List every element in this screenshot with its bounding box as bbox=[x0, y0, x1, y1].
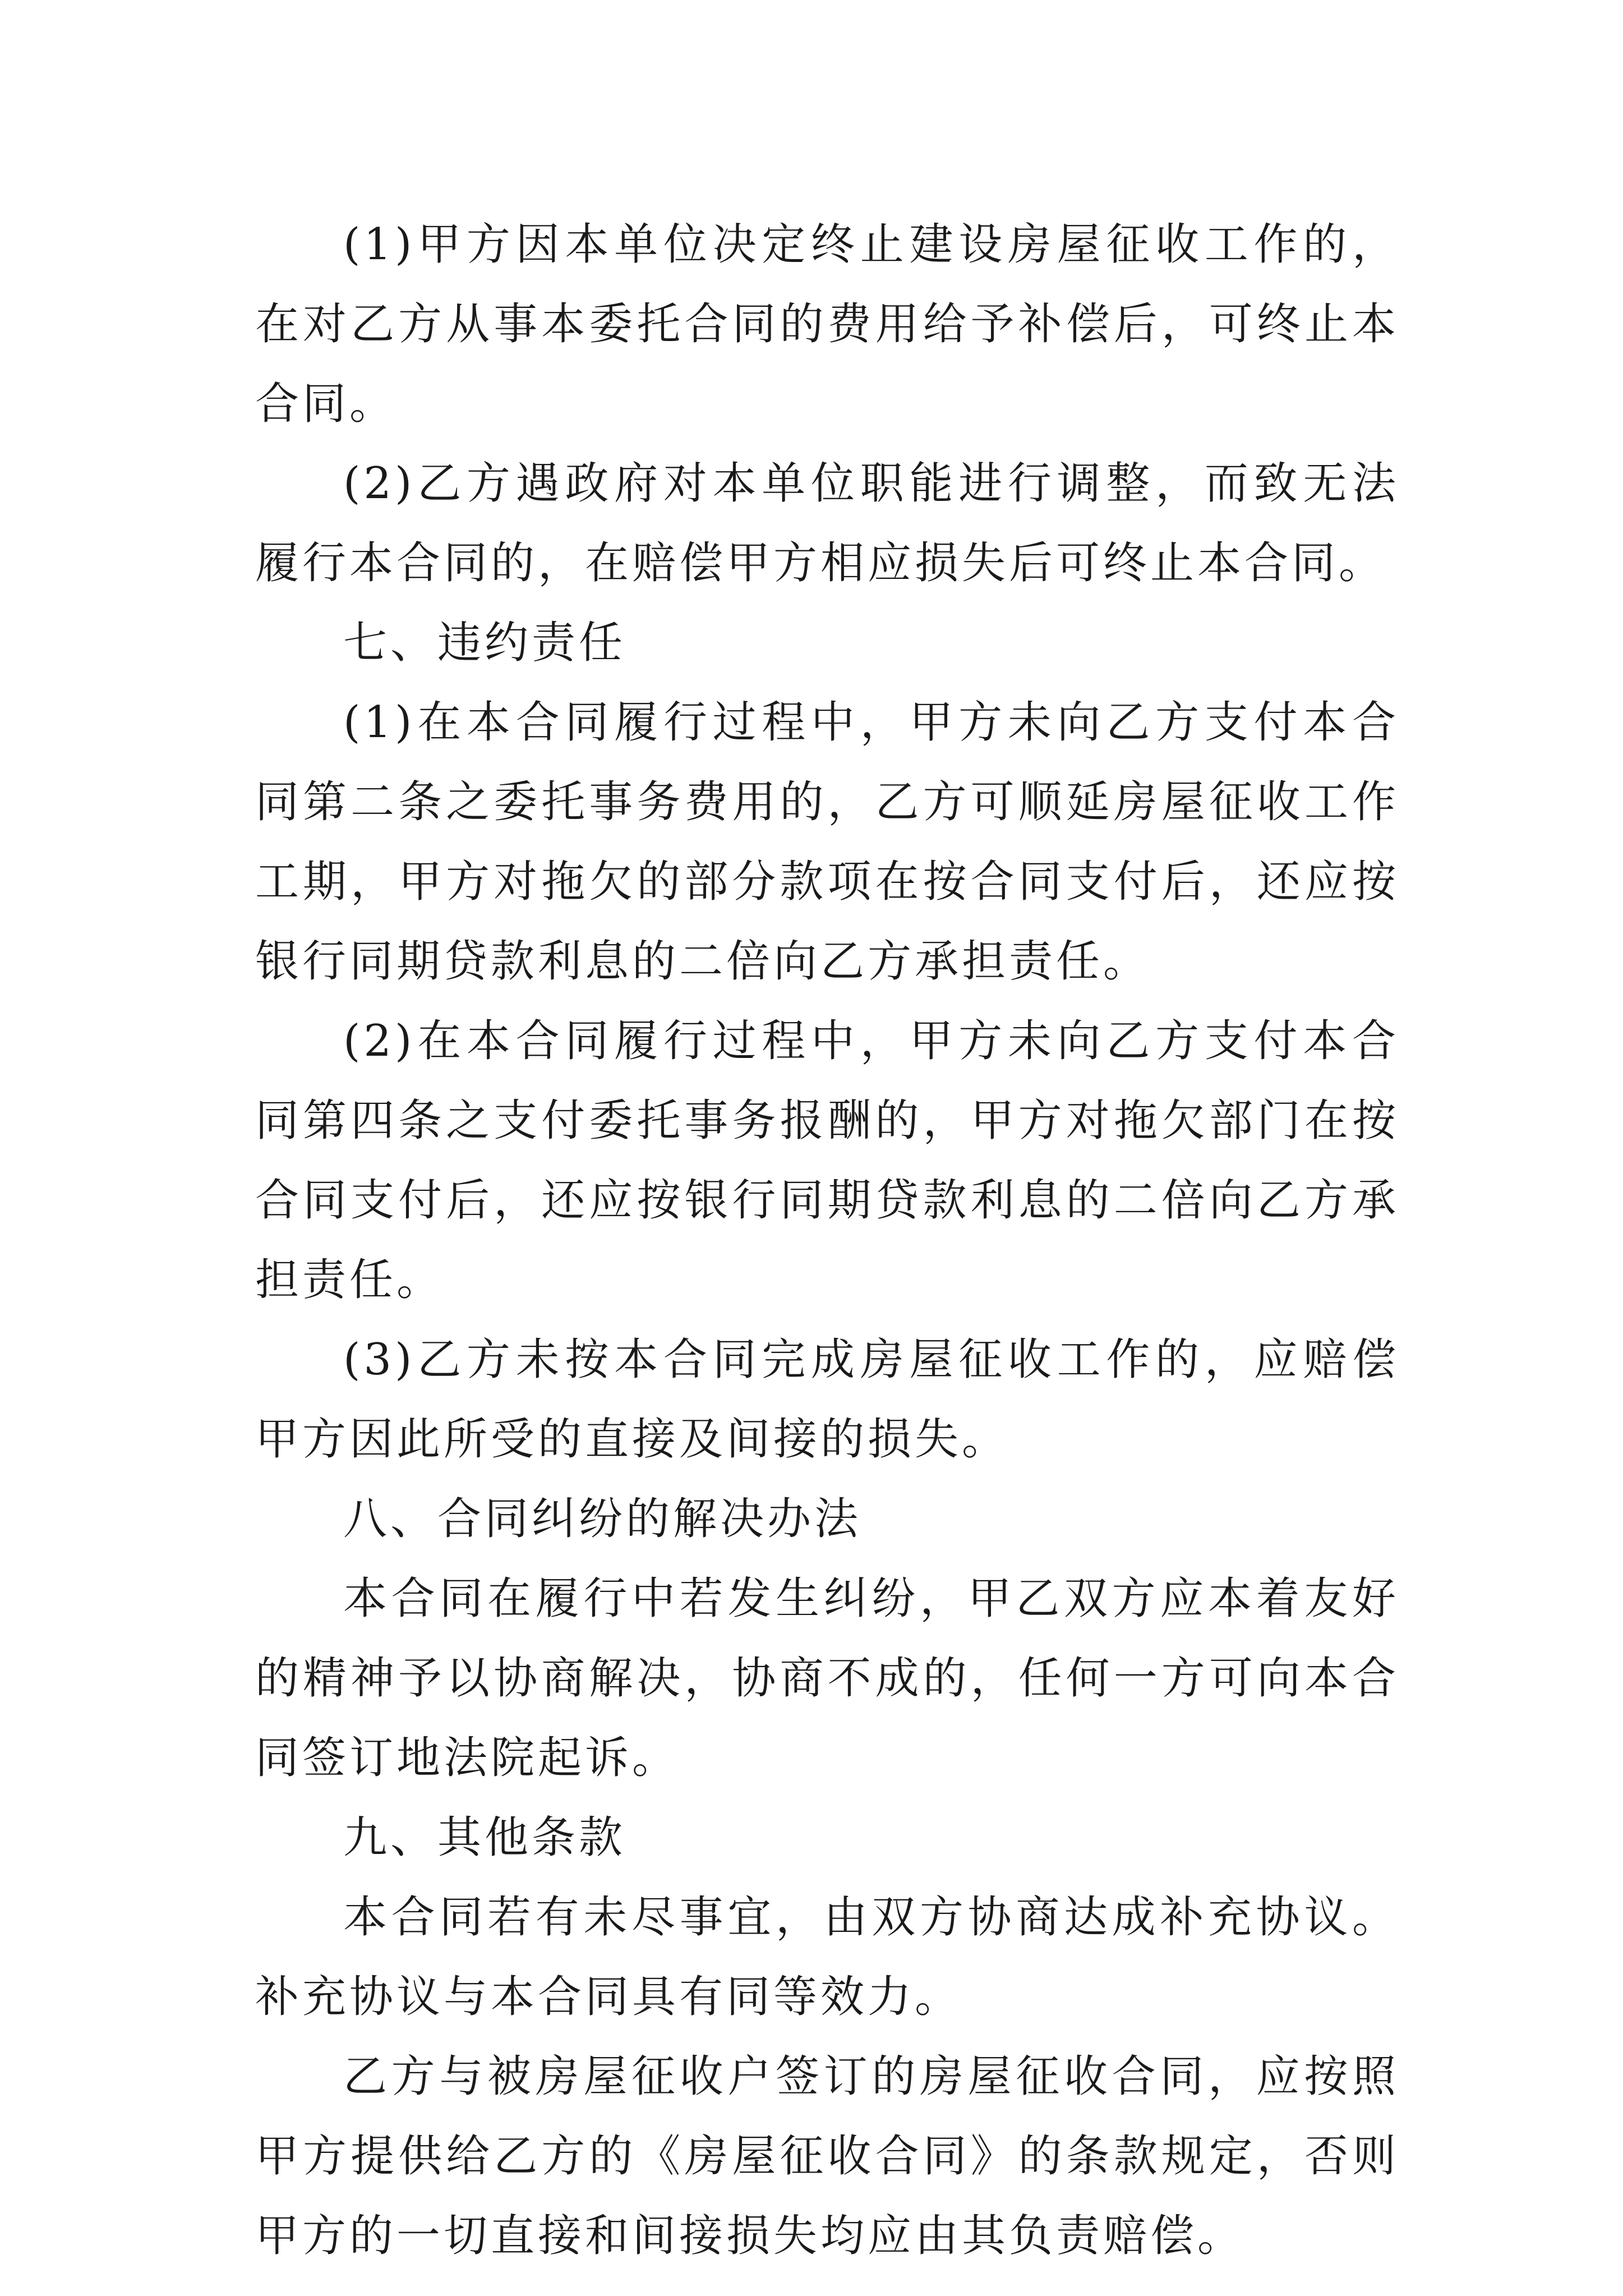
paragraph-termination-clause-2: (2)乙方遇政府对本单位职能进行调整，而致无法履行本合同的，在赔偿甲方相应损失后可终止本合同。 bbox=[255, 458, 1399, 588]
paragraph-other-terms-1: 本合同若有未尽事宜，由双方协商达成补充协议。补充协议与本合同具有同等效力。 bbox=[255, 1892, 1399, 2022]
paragraph-termination-clause-1: (1)甲方因本单位决定终止建设房屋征收工作的，在对乙方从事本委托合同的费用给予补偿后，可终止本合同。 bbox=[255, 219, 1399, 429]
paragraph-other-terms-2: 乙方与被房屋征收户签订的房屋征收合同，应按照甲方提供给乙方的《房屋征收合同》的条款规定，否则甲方的一切直接和间接损失均应由其负责赔偿。 bbox=[255, 2051, 1399, 2261]
section-heading-dispute-resolution: 八、合同纠纷的解决办法 bbox=[343, 1494, 862, 1544]
paragraph-breach-clause-2: (2)在本合同履行过程中，甲方未向乙方支付本合同第四条之支付委托事务报酬的，甲方对拖欠部门在按合同支付后，还应按银行同期贷款利息的二倍向乙方承担责任。 bbox=[255, 1016, 1399, 1305]
document-body bbox=[255, 205, 1399, 2276]
paragraph-breach-clause-1: (1)在本合同履行过程中，甲方未向乙方支付本合同第二条之委托事务费用的，乙方可顺延房屋征收工作工期，甲方对拖欠的部分款项在按合同支付后，还应按银行同期贷款利息的二倍向乙方承担责任。 bbox=[255, 697, 1399, 987]
paragraph-dispute-resolution: 本合同在履行中若发生纠纷，甲乙双方应本着友好的精神予以协商解决，协商不成的，任何一方可向本合同签订地法院起诉。 bbox=[255, 1573, 1399, 1783]
section-heading-other-terms: 九、其他条款 bbox=[343, 1812, 626, 1863]
paragraph-breach-clause-3: (3)乙方未按本合同完成房屋征收工作的，应赔偿甲方因此所受的直接及间接的损失。 bbox=[255, 1335, 1399, 1465]
section-heading-breach-liability: 七、违约责任 bbox=[343, 618, 626, 668]
